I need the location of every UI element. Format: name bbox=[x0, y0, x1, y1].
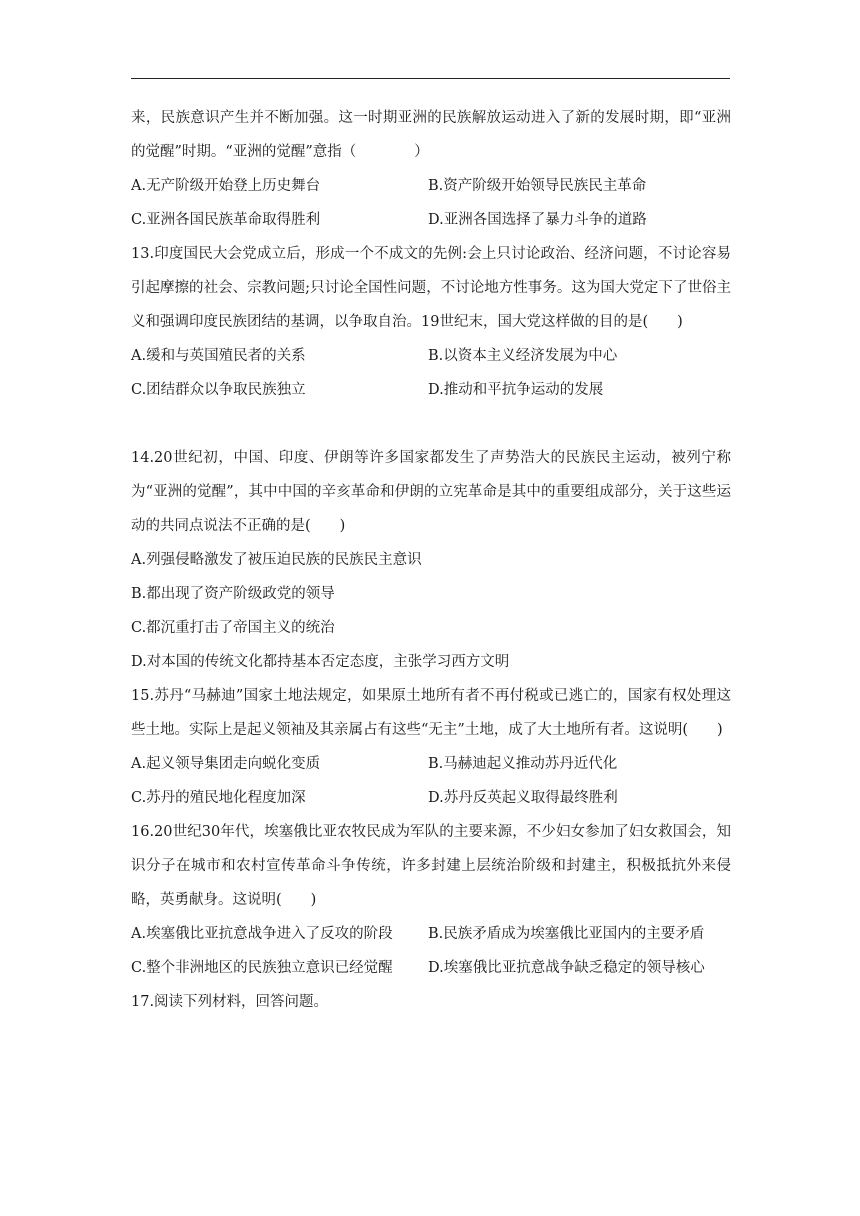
spacer bbox=[131, 407, 731, 441]
option-a: A.列强侵略激发了被压迫民族的民族民主意识 bbox=[131, 552, 422, 568]
option-b: B.都出现了资产阶级政党的领导 bbox=[131, 586, 335, 602]
option-c: C.亚洲各国民族革命取得胜利 bbox=[131, 212, 321, 228]
option-a: A.埃塞俄比亚抗意战争进入了反攻的阶段 bbox=[131, 926, 393, 942]
question-12-options-row1 bbox=[131, 169, 731, 203]
question-13-stem: 13.印度国民大会党成立后，形成一个不成文的先例:会上只讨论政治、经济问题，不讨论容易引起摩擦的社会、宗教问题;只讨论全国性问题，不讨论地方性事务。这为国大党定下了世俗主义和强调印度民族团结的基调，以争取自治。19世纪末，国大党这样做的目的是( ) bbox=[131, 246, 731, 330]
option-b: B.民族矛盾成为埃塞俄比亚国内的主要矛盾 bbox=[428, 926, 705, 942]
question-13-options-row1 bbox=[131, 339, 731, 373]
option-b: B.以资本主义经济发展为中心 bbox=[428, 348, 618, 364]
question-16-stem: 16.20世纪30年代，埃塞俄比亚农牧民成为军队的主要来源，不少妇女参加了妇女救国会，知识分子在城市和农村宣传革命斗争传统，许多封建上层统治阶级和封建主，积极抵抗外来侵略，英勇献身。这说明( ) bbox=[131, 824, 731, 908]
option-b: B.马赫迪起义推动苏丹近代化 bbox=[428, 756, 618, 772]
option-a: A.起义领导集团走向蜕化变质 bbox=[131, 756, 321, 772]
exam-page bbox=[131, 101, 731, 1019]
question-15-options-row2 bbox=[131, 781, 731, 815]
option-d: D.对本国的传统文化都持基本否定态度，主张学习西方文明 bbox=[131, 654, 510, 670]
option-c: C.整个非洲地区的民族独立意识已经觉醒 bbox=[131, 960, 393, 976]
option-d: D.推动和平抗争运动的发展 bbox=[428, 382, 604, 398]
option-c: C.苏丹的殖民地化程度加深 bbox=[131, 790, 306, 806]
option-c: C.团结群众以争取民族独立 bbox=[131, 382, 306, 398]
option-c: C.都沉重打击了帝国主义的统治 bbox=[131, 620, 335, 636]
option-b: B.资产阶级开始领导民族民主革命 bbox=[428, 178, 647, 194]
question-15-options-row1 bbox=[131, 747, 731, 781]
option-a: A.缓和与英国殖民者的关系 bbox=[131, 348, 306, 364]
question-12-options-row2 bbox=[131, 203, 731, 237]
option-d: D.亚洲各国选择了暴力斗争的道路 bbox=[428, 212, 647, 228]
option-a: A.无产阶级开始登上历史舞台 bbox=[131, 178, 321, 194]
question-16-options-row2 bbox=[131, 951, 731, 985]
question-17-stem: 17.阅读下列材料，回答问题。 bbox=[131, 994, 329, 1010]
question-12-stem: 来，民族意识产生并不断加强。这一时期亚洲的民族解放运动进入了新的发展时期，即“亚洲的觉醒”时期。“亚洲的觉醒”意指（ ） bbox=[131, 110, 731, 160]
question-15-stem: 15.苏丹“马赫迪”国家土地法规定，如果原土地所有者不再付税或已逃亡的，国家有权处理这些土地。实际上是起义领袖及其亲属占有这些“无主”土地，成了大土地所有者。这说明( ) bbox=[131, 688, 731, 738]
header-rule bbox=[131, 78, 730, 79]
question-14-stem: 14.20世纪初，中国、印度、伊朗等许多国家都发生了声势浩大的民族民主运动，被列宁称为“亚洲的觉醒”，其中中国的辛亥革命和伊朗的立宪革命是其中的重要组成部分，关于这些运动的共同点说法不正确的是( ) bbox=[131, 450, 731, 534]
question-16-options-row1 bbox=[131, 917, 731, 951]
question-13-options-row2 bbox=[131, 373, 731, 407]
option-d: D.苏丹反英起义取得最终胜利 bbox=[428, 790, 618, 806]
option-d: D.埃塞俄比亚抗意战争缺乏稳定的领导核心 bbox=[428, 960, 705, 976]
